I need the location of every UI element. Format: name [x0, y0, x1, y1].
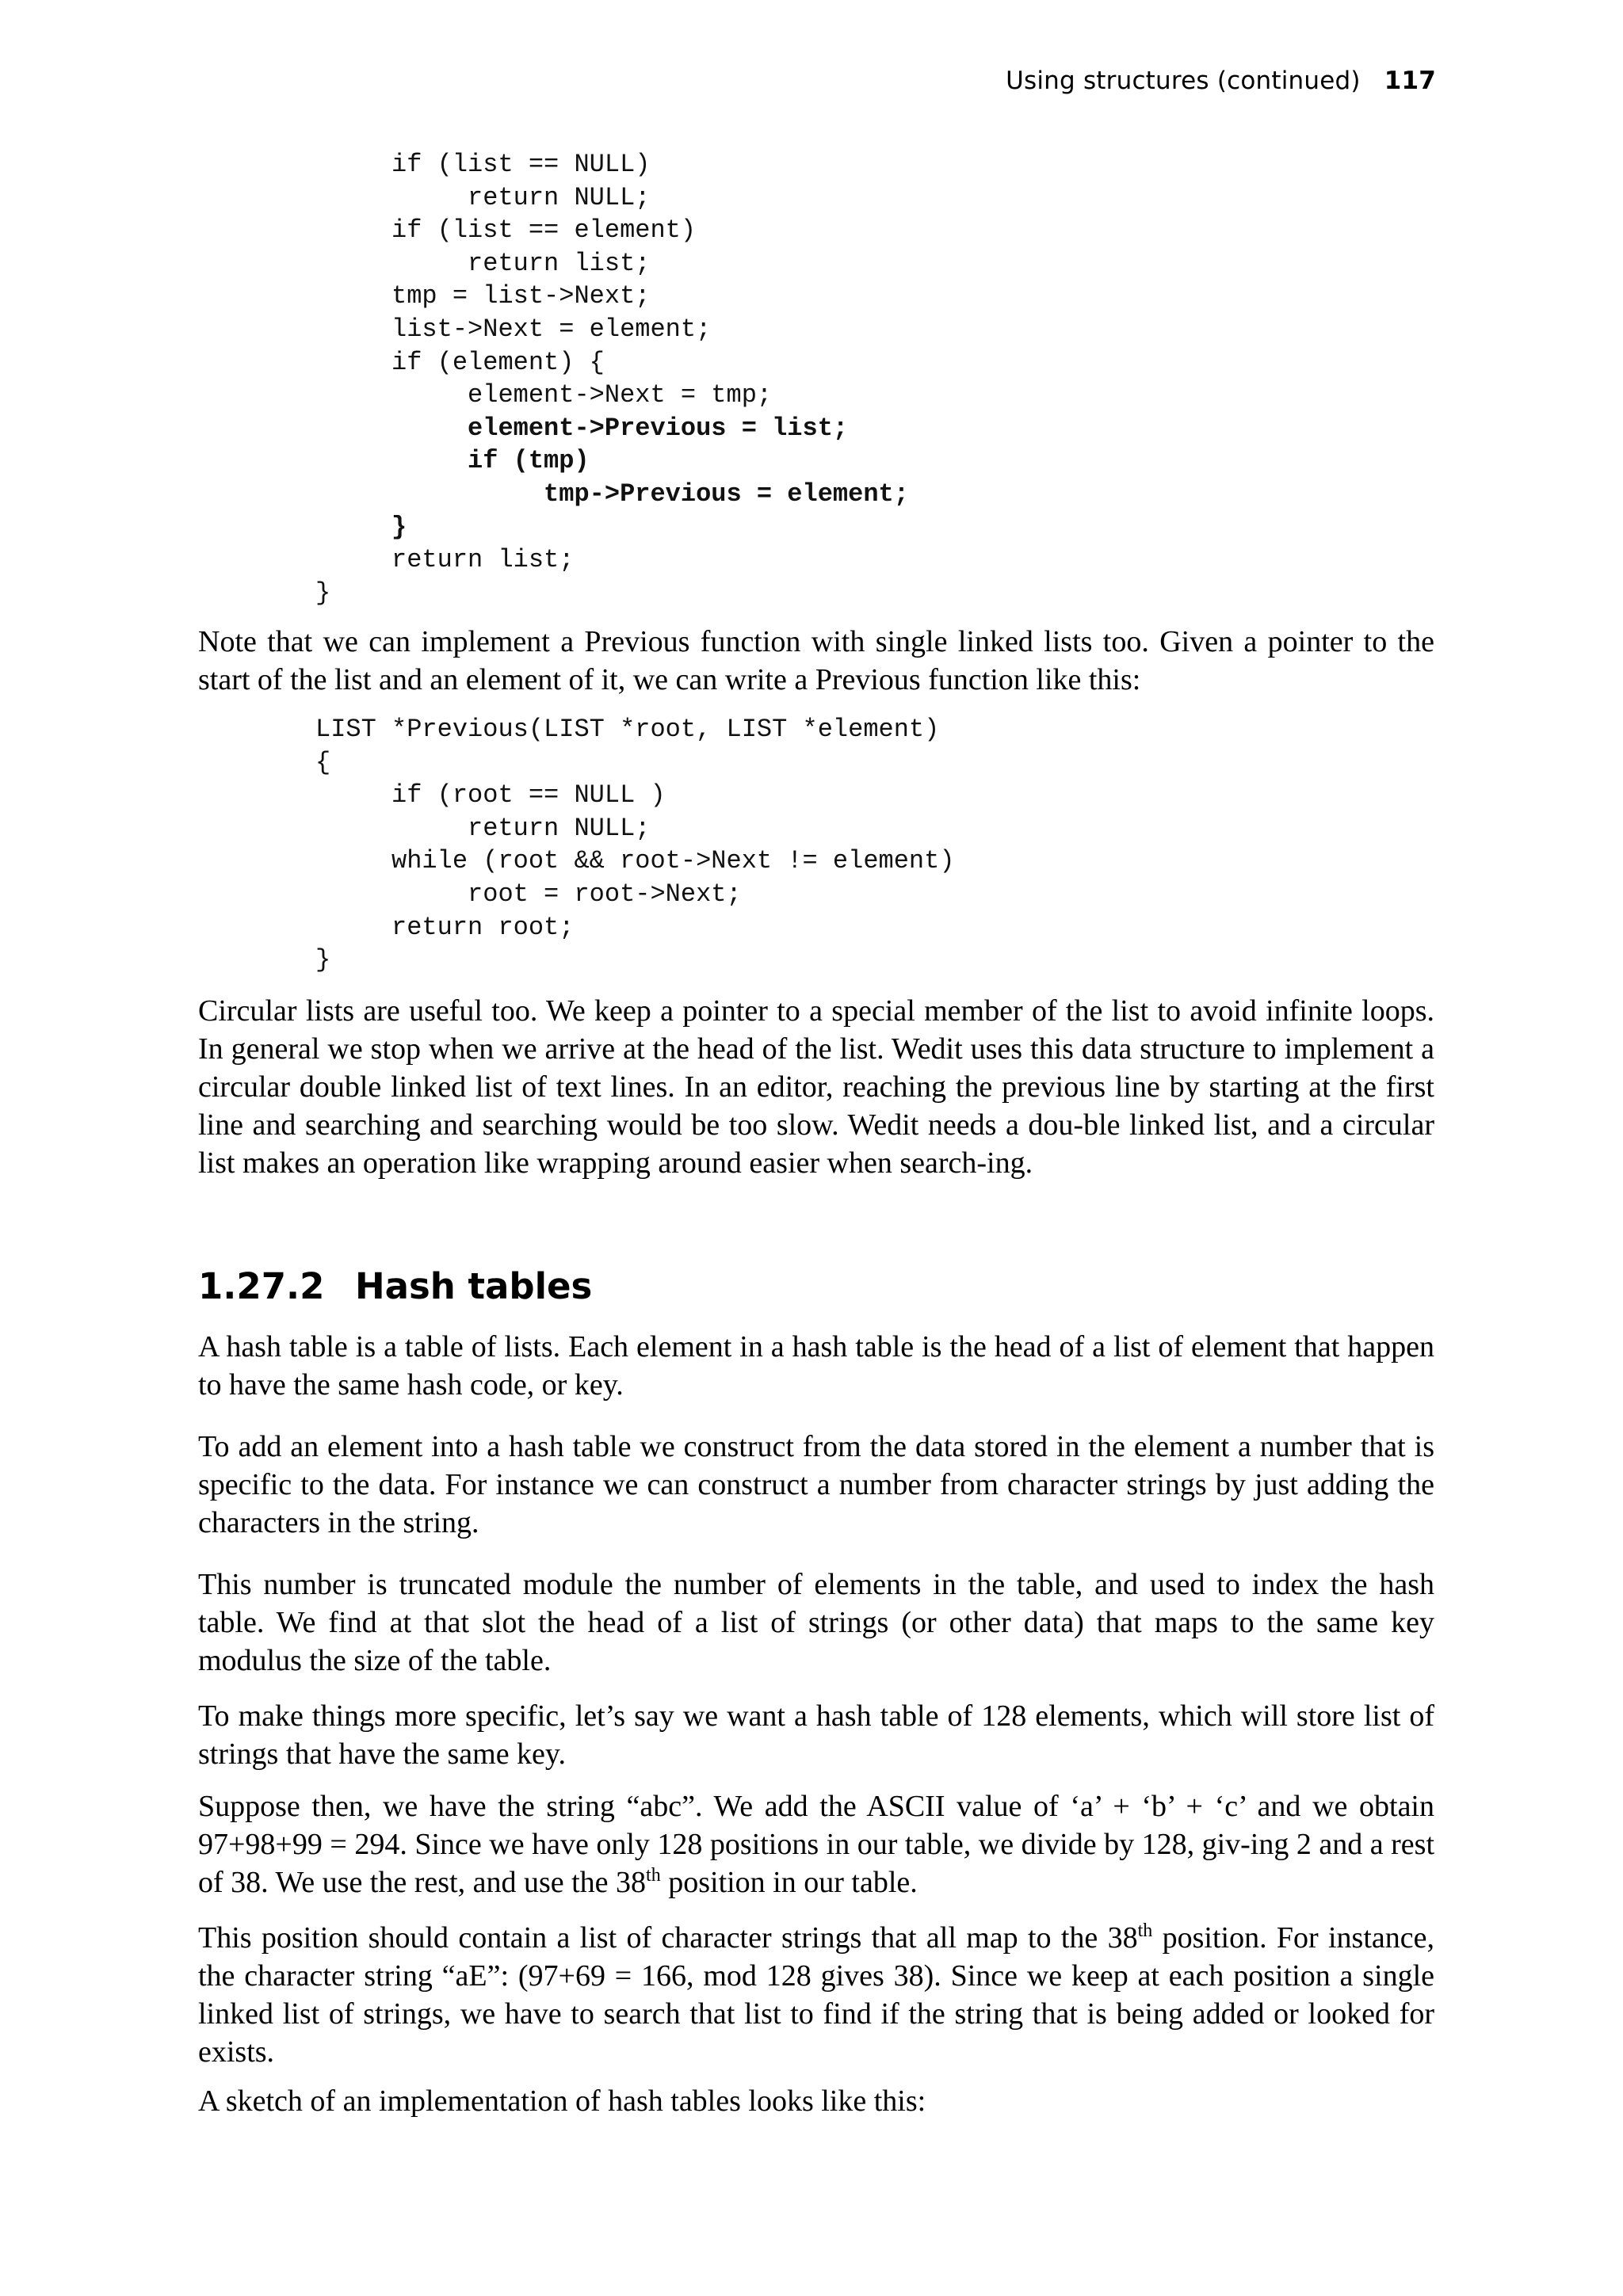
code-line: return root;: [315, 912, 575, 942]
paragraph-sketch-intro: A sketch of an implementation of hash tables looks like this:: [198, 2084, 926, 2118]
code-line-highlighted: tmp->Previous = element;: [315, 479, 909, 509]
code-block-previous: [315, 713, 955, 977]
code-line: if (root == NULL ): [315, 780, 666, 810]
paragraph-previous-function: Note that we can implement a Previous function with single linked lists too. Given a pointer to the start of the list and an element of it, we can write a Previous function like this:: [198, 625, 1434, 696]
code-line: LIST *Previous(LIST *root, LIST *element): [315, 715, 940, 744]
code-line: return NULL;: [315, 182, 651, 212]
page-header: [1006, 67, 1436, 95]
paragraph-hash-table-definition: A hash table is a table of lists. Each element in a hash table is the head of a list of element that happen to have the same hash code, or key.: [198, 1330, 1434, 1402]
code-line: root = root->Next;: [315, 879, 742, 909]
section-title: Hash tables: [355, 1265, 593, 1307]
paragraph-text: Suppose then, we have the string “abc”. We add the ASCII value of ‘a’ + ‘b’ + ‘c’ and we obtain 97+98+99 = 294. Since we have only 128 positions in our table, we divide by 128, giv-ing 2 and a rest of 38. We use the rest, and use the 38: [198, 1790, 1434, 1899]
code-line: {: [315, 747, 331, 777]
code-line: if (list == NULL): [315, 150, 651, 179]
ordinal-suffix: th: [1137, 1920, 1153, 1941]
paragraph-128-elements: To make things more specific, let’s say we want a hash table of 128 elements, which will store list of strings that have the same key.: [198, 1699, 1434, 1771]
code-line: return list;: [315, 248, 651, 278]
running-title: Using structures (continued): [1006, 67, 1361, 95]
paragraph-truncated-number: This number is truncated module the number of elements in the table, and used to index the hash table. We find at that slot the head of a list of strings (or other data) that maps to the same key modulus the size of the table.: [198, 1568, 1434, 1677]
code-line-highlighted: element->Previous = list;: [315, 413, 849, 443]
code-line: if (element) {: [315, 347, 605, 377]
code-line: tmp = list->Next;: [315, 281, 651, 311]
code-line: }: [315, 945, 331, 975]
paragraph-text: position. For instance, the character string “aE”: (97+69 = 166, mod 128 gives 38). Since we keep at each position a single linked list of strings, we have to search that list to find if the string that is being added or looked for exists.: [198, 1921, 1434, 2069]
code-line: list->Next = element;: [315, 314, 712, 344]
code-block-insert: [315, 148, 909, 609]
code-line: return NULL;: [315, 813, 651, 843]
paragraph-abc-example: [198, 1787, 1434, 1901]
code-line: while (root && root->Next != element): [315, 846, 955, 876]
code-line: element->Next = tmp;: [315, 380, 773, 410]
paragraph-text: This position should contain a list of character strings that all map to the 38: [198, 1921, 1138, 1955]
section-number: 1.27.2: [198, 1265, 325, 1307]
paragraph-text: position in our table.: [660, 1866, 918, 1899]
section-heading: [198, 1264, 592, 1309]
paragraph-circular-lists: Circular lists are useful too. We keep a pointer to a special member of the list to avoid infinite loops. In general we stop when we arrive at the head of the list. Wedit uses this data structure to implement a circular double linked list of text lines. In an editor, reaching the previous line by starting at the first line and searching and searching would be too slow. Wedit needs a dou-ble linked list, and a circular list makes an operation like wrapping around easier when search-ing.: [198, 994, 1434, 1180]
code-line-highlighted: if (tmp): [315, 446, 590, 476]
code-line: }: [315, 578, 331, 608]
page-number: 117: [1384, 67, 1436, 95]
code-line: return list;: [315, 545, 575, 575]
paragraph-38th-position: [198, 1919, 1434, 2071]
ordinal-suffix: th: [646, 1865, 661, 1886]
code-line-highlighted: }: [315, 512, 407, 542]
paragraph-adding-element: To add an element into a hash table we construct from the data stored in the element a number that is specific to the data. For instance we can construct a number from character strings by just adding the characters in the string.: [198, 1430, 1434, 1539]
code-line: if (list == element): [315, 215, 697, 246]
